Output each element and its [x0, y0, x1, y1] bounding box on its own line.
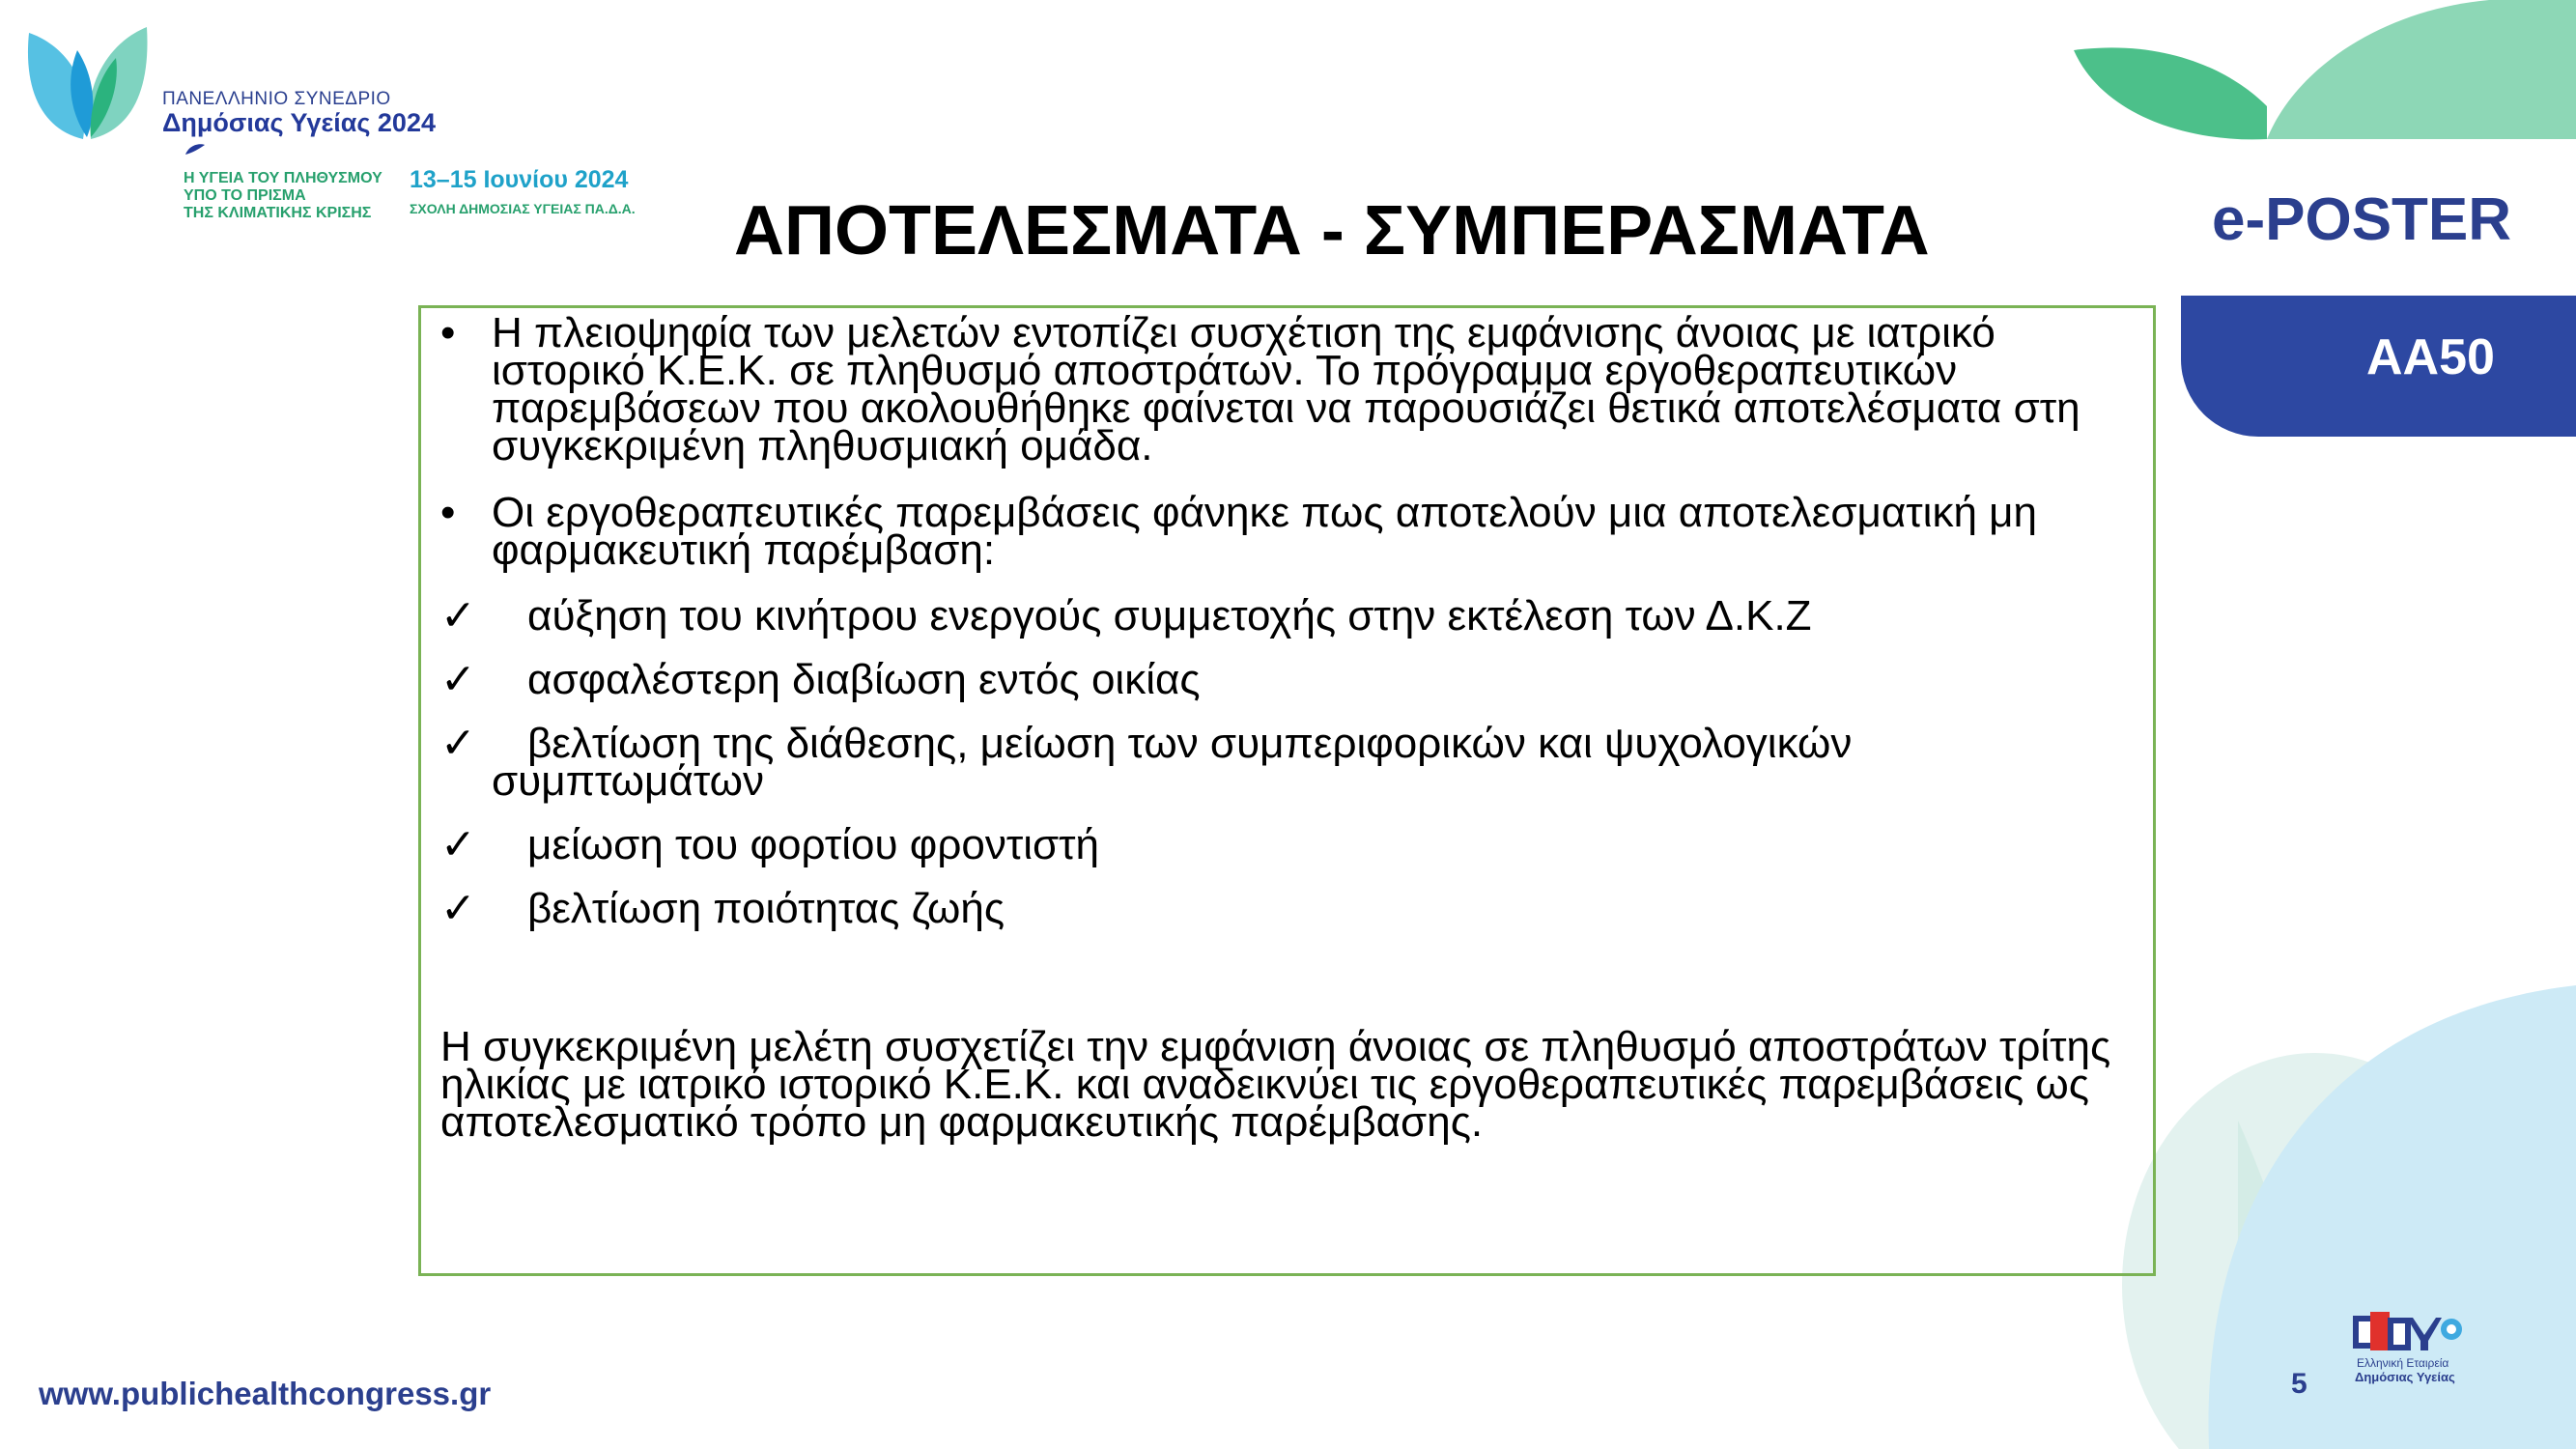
- check-text: μείωση του φορτίου φροντιστή: [527, 821, 1099, 868]
- check-item: [440, 720, 2124, 805]
- checkmark-icon: ✓: [440, 885, 476, 932]
- bullet-icon: •: [440, 309, 456, 356]
- conclusion-paragraph: Η συγκεκριμένη μελέτη συσχετίζει την εμφάνιση άνοιας σε πληθυσμό αποστράτων τρίτης ηλικίας με ιατρικό ιστορικό Κ.Ε.Κ. και αναδεικνύει τις εργοθεραπευτικές παρεμβάσεις ως αποτελεσματικό τρόπο μη φαρμακευτικής παρέμβασης.: [440, 1023, 2111, 1146]
- poster-code: ΑΑ50: [2366, 329, 2495, 385]
- congress-logo-icon: [23, 23, 154, 149]
- check-text: ασφαλέστερη διαβίωση εντός οικίας: [527, 656, 1201, 703]
- check-text: αύξηση του κινήτρου ενεργούς συμμετοχής στην εκτέλεση των Δ.Κ.Ζ: [527, 592, 1812, 639]
- logo-tagline-line: ΤΗΣ ΚΛΙΜΑΤΙΚΗΣ ΚΡΙΣΗΣ: [184, 205, 372, 221]
- check-item: [440, 592, 2124, 639]
- results-content: [440, 308, 2124, 1146]
- eposter-label: e-POSTER: [2212, 186, 2512, 253]
- checkmark-icon: ✓: [440, 720, 476, 767]
- checkmark-icon: ✓: [440, 821, 476, 868]
- check-item: [440, 821, 2124, 868]
- bullet-text: Οι εργοθεραπευτικές παρεμβάσεις φάνηκε πως αποτελούν μια αποτελεσματική μη φαρμακευτική παρέμβαση:: [492, 489, 2037, 574]
- logo-school: ΣΧΟΛΗ ΔΗΜΟΣΙΑΣ ΥΓΕΙΑΣ ΠΑ.Δ.Α.: [410, 201, 636, 216]
- page-title: ΑΠΟΤΕΛΕΣΜΑΤΑ - ΣΥΜΠΕΡΑΣΜΑΤΑ: [734, 192, 1930, 270]
- page-number: 5: [2291, 1368, 2307, 1400]
- eody-line-1: Ελληνική Εταιρεία: [2357, 1356, 2449, 1370]
- bullet-text: Η πλειοψηφία των μελετών εντοπίζει συσχέτιση της εμφάνισης άνοιας με ιατρικό ιστορικό Κ.Ε.Κ. σε πληθυσμό αποστράτων. Το πρόγραμμα εργοθεραπευτικών παρεμβάσεων που ακολουθήθηκε φαίνεται να παρουσιάζει θετικά αποτελέσματα στη συγκεκριμένη πληθυσμιακή ομάδα.: [492, 309, 2081, 469]
- check-text: βελτίωση της διάθεσης, μείωση των συμπεριφορικών και ψυχολογικών συμπτωμάτων: [492, 720, 1853, 805]
- checkmark-icon: ✓: [440, 656, 476, 703]
- logo-tagline: [184, 170, 406, 222]
- logo-tagline-line: ΥΠΟ ΤΟ ΠΡΙΣΜΑ: [184, 187, 306, 204]
- bullet-item: [440, 309, 2124, 469]
- circle-decoration-bottom: [2093, 985, 2576, 1449]
- logo-title: Δημόσιας Υγείας 2024: [162, 108, 436, 137]
- check-item: [440, 656, 2124, 703]
- checkmark-icon: ✓: [440, 592, 476, 639]
- bullet-item: [440, 489, 2124, 574]
- logo-swoosh-icon: [184, 143, 207, 156]
- bullet-icon: •: [440, 489, 456, 536]
- footer-url-link[interactable]: www.publichealthcongress.gr: [39, 1376, 492, 1411]
- logo-tagline-line: Η ΥΓΕΙΑ ΤΟΥ ΠΛΗΘΥΣΜΟΥ: [184, 170, 382, 186]
- check-item: [440, 885, 2124, 932]
- results-content-box: [418, 305, 2156, 1276]
- logo-supertitle: ΠΑΝΕΛΛΗΝΙΟ ΣΥΝΕΔΡΙΟ: [162, 89, 391, 109]
- logo-dates: 13–15 Ιουνίου 2024: [410, 166, 629, 193]
- eody-line-2: Δημόσιας Υγείας: [2355, 1370, 2455, 1384]
- check-text: βελτίωση ποιότητας ζωής: [527, 885, 1005, 932]
- leaf-decoration-top: [2035, 0, 2576, 145]
- eody-logo-icon: [2349, 1310, 2465, 1354]
- eody-logo: [2349, 1310, 2465, 1383]
